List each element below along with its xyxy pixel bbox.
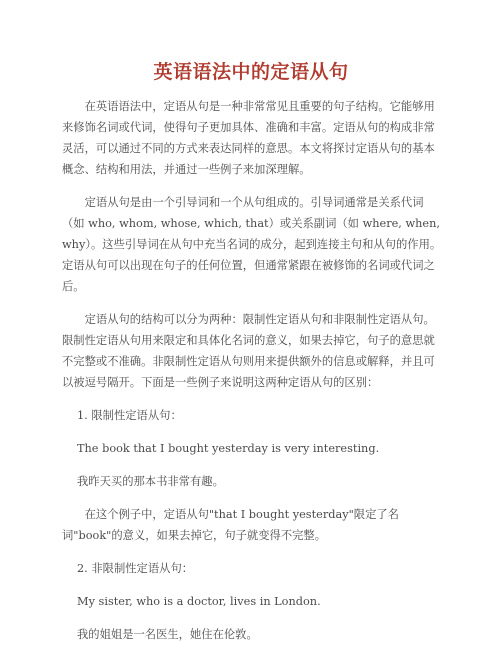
paragraph-definition: 定语从句是由一个引导词和一个从句组成的。引导词通常是关系代词（如 who, whom, whose, which, that）或关系副词（如 where, when, why）。这些引导词在从句中充当名词的成分，起到连接主句和从句的作用。定语从句可以出现在句子的任何位置，但通常紧跟在被修饰的名词或代词之后。: [62, 196, 442, 293]
paragraph-intro: 在英语语法中，定语从句是一种非常常见且重要的句子结构。它能够用来修饰名词或代词，使得句子更加具体、准确和丰富。定语从句的构成非常灵活，可以通过不同的方式来表达同样的意思。本文将探讨定语从句的基本概念、结构和用法，并通过一些例子来加深理解。: [62, 100, 435, 176]
section-restrictive-example-zh: 我昨天买的那本书非常有趣。: [77, 475, 224, 488]
section-restrictive-explanation: 在这个例子中，定语从句"that I bought yesterday"限定了名词"book"的意义，如果去掉它，句子就变得不完整。: [62, 508, 399, 542]
section-restrictive-example-en: The book that I bought yesterday is very interesting.: [77, 442, 380, 455]
document-body: [62, 96, 442, 657]
document-title: 英语语法中的定语从句: [153, 61, 349, 83]
section-nonrestrictive-example-en: My sister, who is a doctor, lives in London.: [77, 595, 321, 608]
paragraph-structure: 定语从句的结构可以分为两种：限制性定语从句和非限制性定语从句。限制性定语从句用来限定和具体化名词的意义，如果去掉它，句子的意思就不完整或不准确。非限制性定语从句则用来提供额外的信息或解释，并且可以被逗号隔开。下面是一些例子来说明这两种定语从句的区别：: [62, 313, 435, 389]
section-nonrestrictive-heading: 2. 非限制性定语从句：: [77, 562, 194, 575]
section-nonrestrictive-example-zh: 我的姐姐是一名医生，她住在伦敦。: [77, 628, 258, 641]
section-restrictive-heading: 1. 限制性定语从句：: [77, 409, 182, 422]
